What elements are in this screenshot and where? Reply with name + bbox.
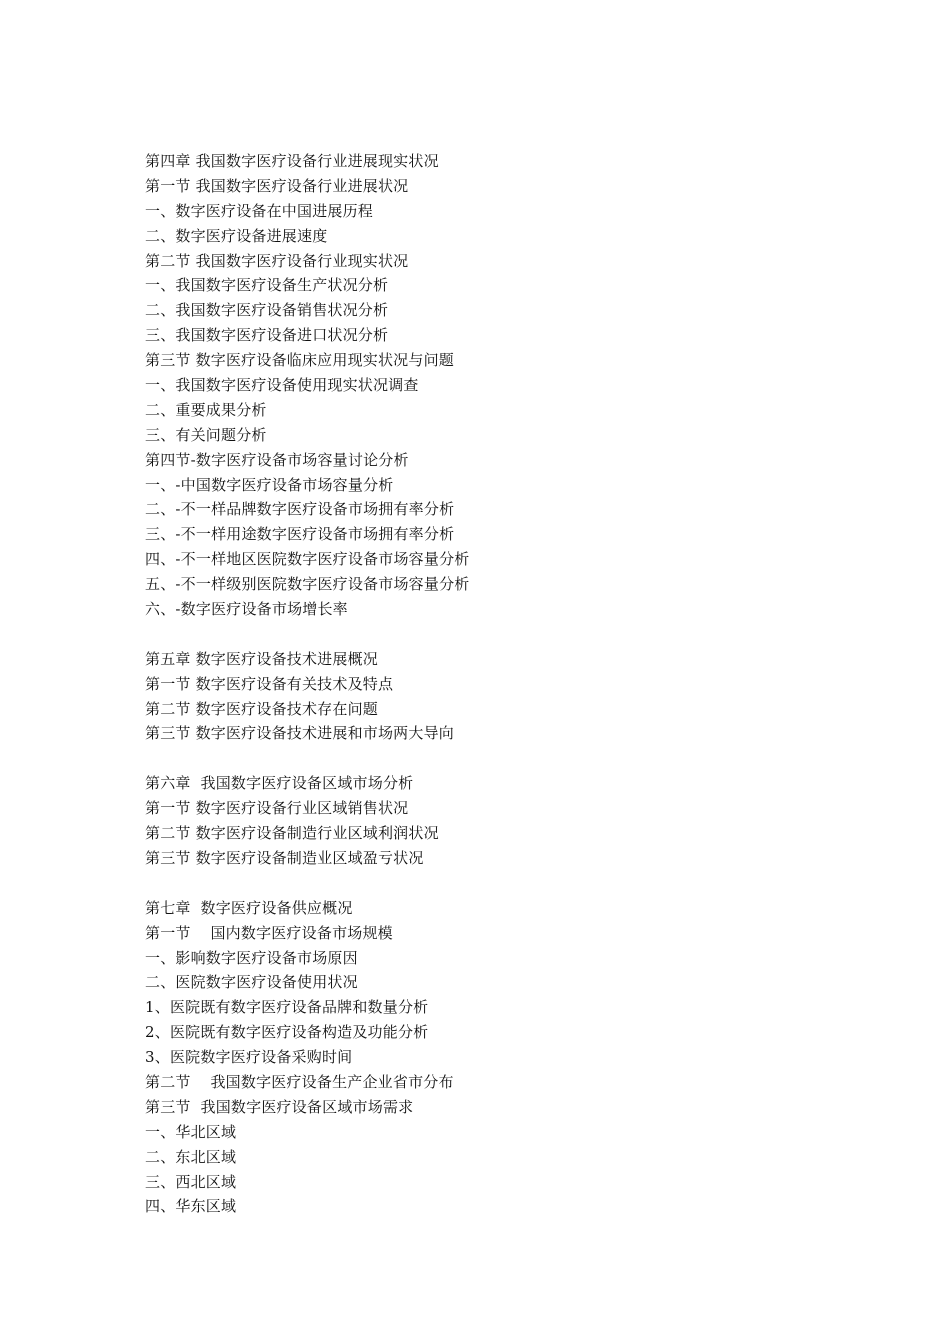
list-item: 3、医院数字医疗设备采购时间 [145,1048,353,1067]
section-heading: 第一节 国内数字医疗设备市场规模 [145,923,393,942]
list-item: 一、影响数字医疗设备市场原因 [145,948,358,967]
list-item: 一、-中国数字医疗设备市场容量分析 [145,475,394,494]
list-item: 1、医院既有数字医疗设备品牌和数量分析 [145,998,429,1017]
list-item: 一、我国数字医疗设备使用现实状况调查 [145,376,419,395]
section-heading: 第三节 数字医疗设备临床应用现实状况与问题 [145,351,454,370]
section-heading: 第一节 我国数字医疗设备行业进展状况 [145,176,409,195]
blank-line [145,746,845,771]
list-item: 二、-不一样品牌数字医疗设备市场拥有率分析 [145,500,455,519]
list-item: 五、-不一样级别医院数字医疗设备市场容量分析 [145,575,470,594]
section-heading: 第二节 我国数字医疗设备行业现实状况 [145,251,409,270]
list-item: 2、医院既有数字医疗设备构造及功能分析 [145,1023,429,1042]
chapter-5-heading: 第五章 数字医疗设备技术进展概况 [145,649,378,668]
list-item: 二、重要成果分析 [145,400,267,419]
table-of-contents [145,149,845,1219]
section-heading: 第一节 数字医疗设备有关技术及特点 [145,674,394,693]
section-heading: 第三节 数字医疗设备技术进展和市场两大导向 [145,724,454,743]
list-item: 一、华北区域 [145,1122,237,1141]
chapter-7-heading: 第七章 数字医疗设备供应概况 [145,898,353,917]
list-item: 二、东北区域 [145,1147,237,1166]
section-heading: 第一节 数字医疗设备行业区域销售状况 [145,799,409,818]
list-item: 二、医院数字医疗设备使用状况 [145,973,358,992]
list-item: 三、有关问题分析 [145,425,267,444]
list-item: 三、-不一样用途数字医疗设备市场拥有率分析 [145,525,455,544]
list-item: 四、华东区域 [145,1197,237,1216]
list-item: 三、西北区域 [145,1172,237,1191]
section-heading: 第四节-数字医疗设备市场容量讨论分析 [145,450,409,469]
section-heading: 第三节 我国数字医疗设备区域市场需求 [145,1097,414,1116]
section-heading: 第二节 数字医疗设备技术存在问题 [145,699,378,718]
chapter-6-heading: 第六章 我国数字医疗设备区域市场分析 [145,774,414,793]
list-item: 三、我国数字医疗设备进口状况分析 [145,326,389,345]
list-item: 二、数字医疗设备进展速度 [145,226,328,245]
section-heading: 第二节 数字医疗设备制造行业区域利润状况 [145,824,439,843]
list-item: 四、-不一样地区医院数字医疗设备市场容量分析 [145,550,470,569]
section-heading: 第二节 我国数字医疗设备生产企业省市分布 [145,1072,454,1091]
blank-line [145,871,845,896]
chapter-4-heading: 第四章 我国数字医疗设备行业进展现实状况 [145,152,439,170]
list-item: 一、我国数字医疗设备生产状况分析 [145,276,389,295]
list-item: 一、数字医疗设备在中国进展历程 [145,201,374,220]
list-item: 二、我国数字医疗设备销售状况分析 [145,301,389,320]
section-heading: 第三节 数字医疗设备制造业区域盈亏状况 [145,848,424,867]
list-item: 六、-数字医疗设备市场增长率 [145,600,348,619]
blank-line [145,622,845,647]
